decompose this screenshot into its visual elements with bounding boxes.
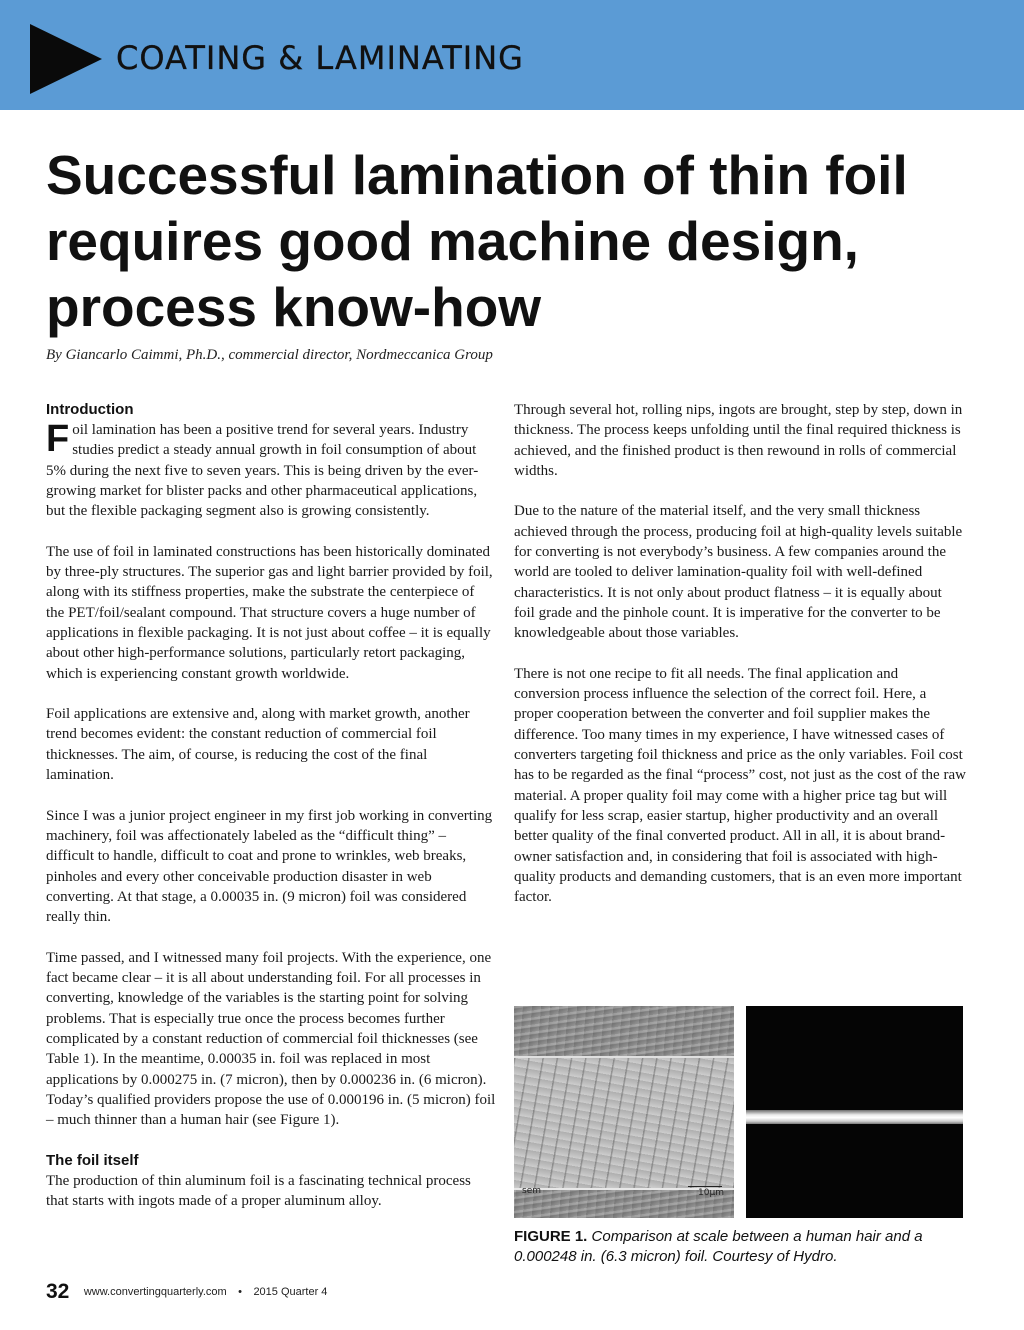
body-paragraph: The production of thin aluminum foil is a fascinating technical process that starts with ingots made of a proper aluminum alloy.: [46, 1172, 471, 1209]
body-paragraph: Through several hot, rolling nips, ingots are brought, step by step, down in thickness. The process keeps unfolding until the final required thickness is achieved, and the finished product is then rewound in rolls of commercial widths.: [514, 402, 963, 479]
human-hair-micrograph: [514, 1006, 734, 1218]
intro-heading: Introduction: [46, 401, 134, 418]
body-paragraph: Since I was a junior project engineer in my first job working in converting machinery, foil was affectionately labeled as the “difficult thing” – difficult to handle, difficult to coat and prone to wrinkles, web breaks, pinholes and every other conceivable production disaster in web converting. At that stage, a 0.00035 in. (9 micron) foil was considered really thin.: [46, 807, 493, 926]
foil-heading: The foil itself: [46, 1151, 139, 1169]
foil-strip: [746, 1110, 963, 1124]
drop-cap: F: [46, 418, 70, 460]
body-paragraph: Time passed, and I witnessed many foil projects. With the experience, one fact became clear – it is all about understanding foil. For all processes in converting, knowledge of the variables is the starting point for solving problems. That is especially true once the process becomes further complicated by a constant reduction of commercial foil thicknesses (see Table 1). In the meantime, 0.00035 in. foil was replaced in most applications by 0.000275 in. (7 micron), then by 0.000236 in. (6 micron). Today’s qualified providers propose the use of 0.000196 in. (5 micron) foil – much thinner than a human hair (see Figure 1).: [46, 949, 496, 1129]
section-title: COATING & LAMINATING: [116, 39, 524, 77]
section-banner: [0, 0, 1024, 110]
right-column: [514, 400, 966, 928]
body-paragraph: The use of foil in laminated constructions has been historically dominated by three-ply structures. The superior gas and light barrier provided by foil, along with its stiffness properties, make the substrate the centerpiece of the PET/foil/sealant compound. That structure covers a huge number of applications in flexible packaging. It is not just about coffee – it is equally about other high-performance solutions, particularly retort packaging, which is experiencing constant growth worldwide.: [46, 543, 493, 682]
caption-label: FIGURE 1.: [514, 1228, 588, 1245]
article-byline: By Giancarlo Caimmi, Ph.D., commercial director, Nordmeccanica Group: [46, 347, 493, 363]
body-paragraph: Due to the nature of the material itself, and the very small thickness achieved through the process, producing foil at high-quality levels suitable for converting is not everybody’s business. A few companies around the world are tooled to deliver lamination-quality foil with well-defined characteristics. It is not only about product flatness – it is equally about foil grade and the pinhole count. It is imperative for the converter to be knowledgeable about those variables.: [514, 503, 963, 642]
page-footer: [46, 1280, 327, 1304]
foil-micrograph: [746, 1006, 963, 1218]
micrograph-label: sem: [522, 1186, 541, 1196]
intro-paragraph: [46, 420, 496, 521]
article-headline: Successful lamination of thin foil requires good machine design, process know-how: [46, 144, 908, 338]
hair-strand: [514, 1056, 734, 1190]
scale-label: 10μm: [698, 1188, 724, 1198]
issue-label: 2015 Quarter 4: [253, 1286, 328, 1298]
footer-separator: •: [238, 1286, 242, 1298]
scale-bar: [688, 1186, 722, 1187]
body-paragraph: There is not one recipe to fit all needs. The final application and conversion process influence the selection of the correct foil. Here, a proper cooperation between the converter and foil supplier makes the difference. Too many times in my experience, I have witnessed cases of converters targeting foil thickness and price as the only variables. Foil cost has to be regarded as the final “process” cost, not just as the cost of the raw material. A proper quality foil may come with a higher price tag but will qualify for less scrap, easier startup, higher productivity and an overall better quality of the final converted product. All in all, it is about brand-owner satisfaction and, in considering that foil is associated with high-quality products and demanding customers, that is an even more important factor.: [514, 665, 966, 906]
figure-caption: [514, 1227, 964, 1267]
website-link[interactable]: www.convertingquarterly.com: [83, 1286, 227, 1298]
play-arrow-icon: [30, 24, 102, 94]
body-paragraph: Foil applications are extensive and, along with market growth, another trend becomes evident: the constant reduction of commercial foil thicknesses. The aim, of course, is reducing the cost of the final lamination.: [46, 706, 470, 784]
intro-paragraph-text: oil lamination has been a positive trend for several years. Industry studies predict a steady annual growth in foil consumption of about 5% during the next five to seven years. This is being driven by the ever-growing market for blister packs and other pharmaceutical applications, but the flexible packaging segment also is growing consistently.: [46, 422, 479, 520]
left-column: [46, 400, 496, 1232]
page-number: 32: [46, 1280, 70, 1303]
caption-text: Comparison at scale between a human hair and a 0.000248 in. (6.3 micron) foil. Courtesy of Hydro.: [514, 1228, 923, 1265]
